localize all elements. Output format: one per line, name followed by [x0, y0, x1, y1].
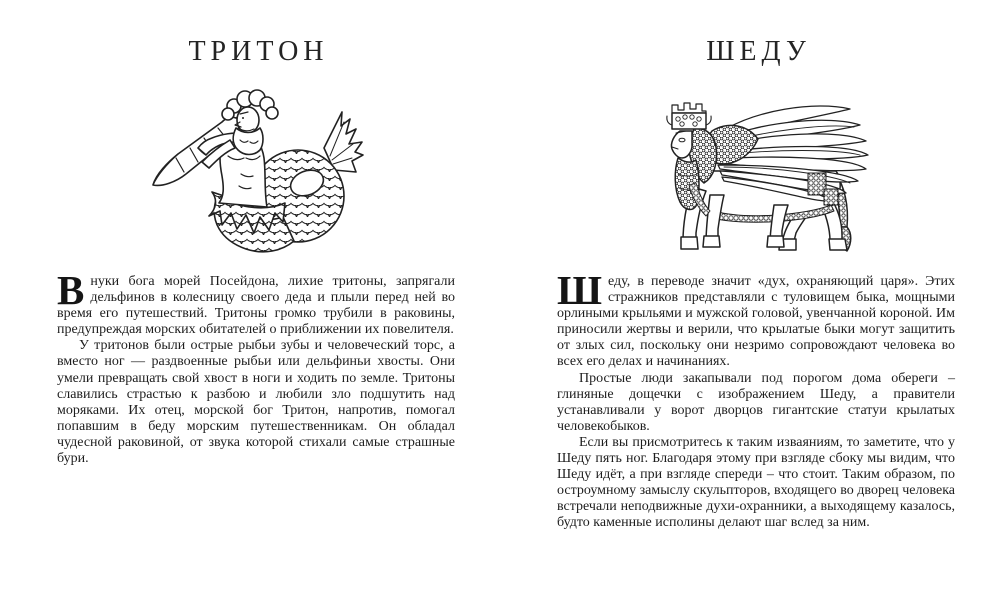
shedu-illustration: [557, 70, 955, 270]
triton-illustration: [57, 70, 455, 270]
paragraph: [57, 267, 455, 338]
triton-article: [57, 267, 455, 467]
paragraph: [557, 267, 955, 371]
right-page: [557, 0, 955, 532]
paragraph-text: еду, в переводе значит «дух, охраняющий царя». Этих стражников представляли с туловищем быка, мощными орлиными крыльями и мужской головой, увенчанной короной. Им приносили жертвы и верили, что крылатые быки могут защитить от злых сил, поскольку они незримо сопровождают человека во всех его делах и начинаниях.: [557, 274, 955, 370]
left-page: [57, 0, 455, 467]
paragraph: Простые люди закапывали под порогом дома обереги – глиняные дощечки с изображением Шеду, а правители устанавливали у ворот дворцов гигантские статуи крылатых человекобыков.: [557, 370, 955, 434]
drop-cap: Ш: [557, 267, 603, 313]
paragraph: Если вы присмотритесь к таким изваяниям, то заметите, что у Шеду пять ног. Благодаря этому при взгляде сбоку мы видим, что Шеду идёт, а при взгляде спереди – что стоит. Таким образом, по остроумному замыслу скульпторов, входящего во дворец человека встречали неподвижные духи-охранники, а выходящему казалось, будто каменные исполины делают шаг вслед за ним.: [557, 434, 955, 531]
drop-cap: В: [57, 267, 85, 313]
paragraph-text: нуки бога морей Посейдона, лихие тритоны, запрягали дельфинов в колесницу своего деда и плыли перед ней во время его путешествий. Тритоны громко трубили в раковины, предупреждая морских обитателей о приближении их повелителя.: [57, 274, 455, 338]
shedu-drawing-icon: [636, 83, 876, 257]
page-title-triton: ТРИТОН: [188, 36, 329, 67]
paragraph: У тритонов были острые рыбьи зубы и человеческий торс, а вместо ног — раздвоенные рыбьи или дельфиньи хвосты. Они умели превращать свой хвост в ноги и ходить по земле. Тритоны славились страстью к разбою и любили зло подшутить над моряками. Их отец, морской бог Тритон, напротив, помогал попавшим в беду морским путешественникам. Он обладал чудесной раковиной, от звука которой стихали самые страшные бури.: [57, 338, 455, 467]
shedu-article: [557, 267, 955, 532]
triton-drawing-icon: [148, 82, 364, 258]
page-title-shedu: ШЕДУ: [706, 36, 811, 67]
